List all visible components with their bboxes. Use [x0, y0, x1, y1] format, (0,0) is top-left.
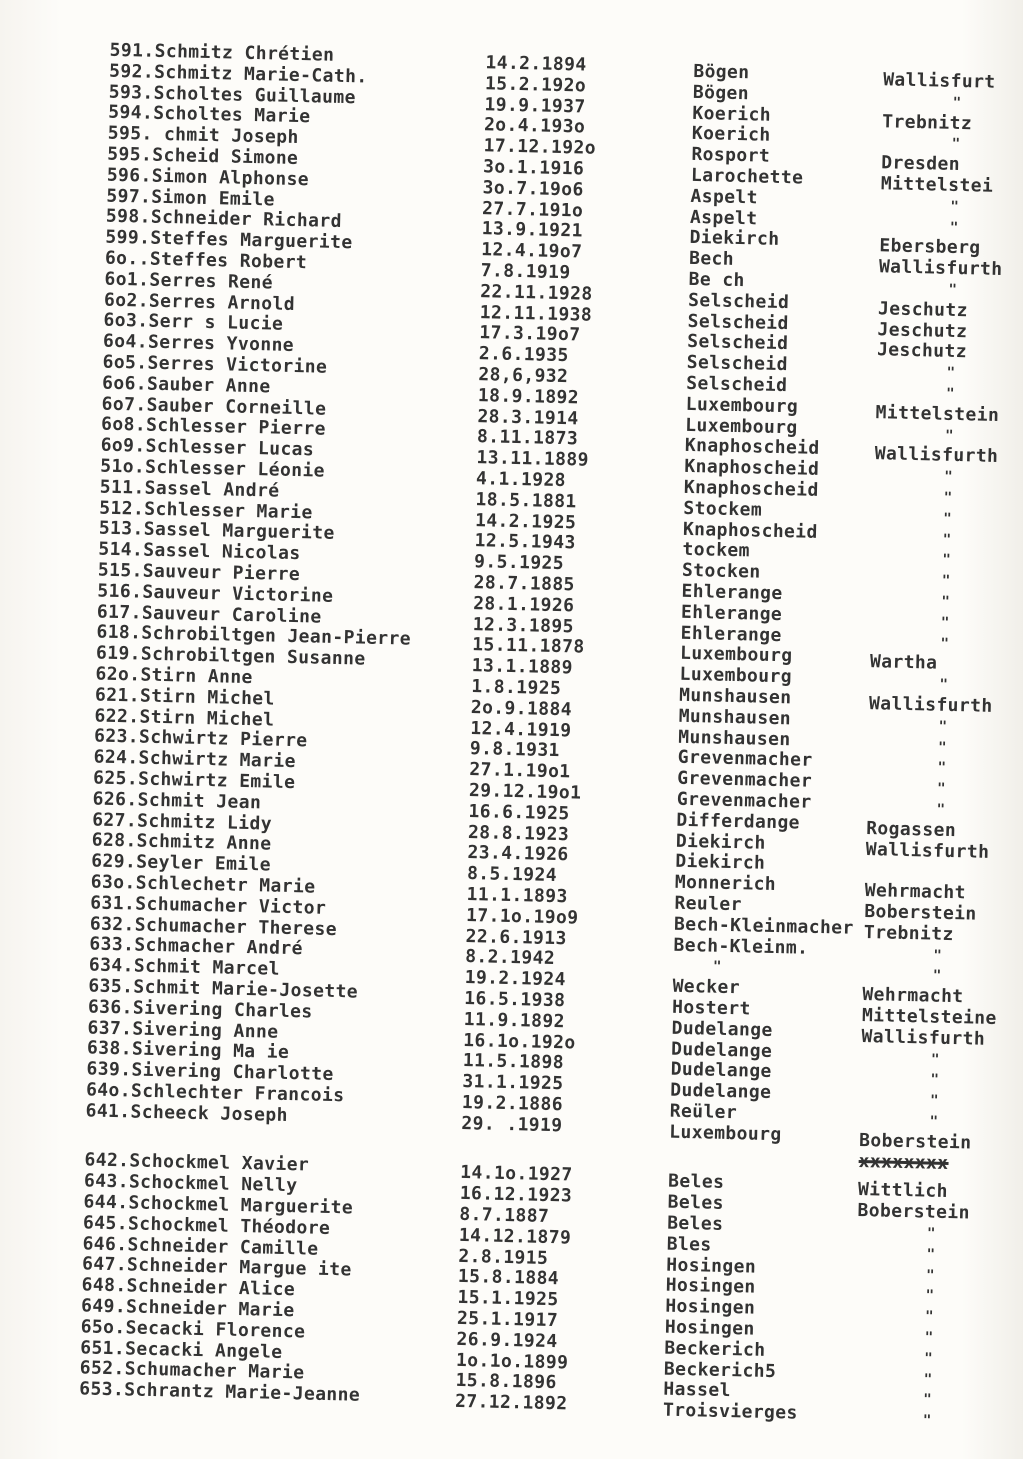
entry-birth-date: 8.2.1942: [464, 946, 556, 970]
entry-name: 634.Schmit Marcel: [88, 954, 281, 980]
entry-destination: ": [922, 1412, 932, 1429]
entry-birth-place: Grevenmacher: [677, 767, 813, 793]
entry-birth-date: 23.4.1926: [467, 842, 569, 866]
entry-birth-date: 18.5.1881: [475, 488, 577, 513]
entry-destination: ": [936, 780, 947, 798]
entry-birth-place: Beles: [666, 1212, 724, 1235]
entry-birth-date: 28.7.1885: [473, 572, 576, 596]
entry-destination: xxxxxxxx: [858, 1150, 949, 1174]
entry-birth-place: Beles: [667, 1191, 725, 1215]
entry-birth-date: 19.2.1886: [461, 1091, 564, 1116]
entry-destination: ": [930, 1051, 941, 1068]
entry-name: 618.Schrobiltgen Jean-Pierre: [96, 621, 412, 651]
entry-name: 511.Sassel André: [99, 476, 280, 502]
entry-name: 623.Schwirtz Pierre: [93, 725, 308, 752]
entry-birth-place: Diekirch: [675, 851, 766, 875]
entry-birth-date: 13.1.1889: [471, 655, 574, 679]
entry-destination: Wallisfurth: [861, 1025, 986, 1050]
entry-birth-place: Knaphoscheid: [684, 435, 820, 460]
entry-destination: ": [936, 801, 946, 818]
entry-birth-date: 11.5.1898: [462, 1050, 565, 1074]
entry-destination: ": [925, 1267, 936, 1284]
entry-birth-date: 12.3.1895: [472, 613, 575, 637]
entry-birth-date: 17.3.19o7: [479, 322, 581, 346]
entry-birth-place: Beles: [667, 1171, 725, 1194]
entry-destination: ": [925, 1287, 935, 1305]
entry-birth-date: 29.12.19o1: [468, 780, 582, 804]
entry-destination: Trebnitz: [863, 921, 954, 945]
entry-destination: Boberstein: [864, 901, 977, 925]
entry-birth-date: 2.6.1935: [478, 343, 569, 367]
entry-birth-date: 15.11.1878: [472, 634, 585, 659]
entry-birth-date: 15.2.192o: [484, 73, 587, 97]
entry-name: 6o3.Serr s Lucie: [103, 310, 284, 336]
entry-name: 651.Secacki Angele: [79, 1336, 283, 1363]
entry-name: 593.Scholtes Guillaume: [108, 81, 357, 108]
entry-name: 516.Sauveur Victorine: [97, 580, 334, 607]
entry-destination: Trebnitz: [882, 110, 973, 134]
entry-destination: ": [940, 614, 950, 631]
entry-birth-date: 27.7.191o: [481, 197, 584, 222]
entry-name: 515.Sauveur Pierre: [97, 559, 301, 586]
entry-birth-date: 14.2.1894: [485, 52, 587, 76]
entry-birth-place: Selscheid: [687, 289, 790, 313]
entry-birth-place: Stockem: [683, 497, 763, 521]
entry-name: 594.Scholtes Marie: [108, 102, 311, 128]
entry-birth-date: 13.11.1889: [476, 447, 590, 471]
entry-birth-place: Hostert: [671, 996, 751, 1020]
entry-birth-date: 22.11.1928: [480, 280, 593, 305]
entry-destination: ": [949, 219, 959, 236]
entry-birth-date: 17.12.192o: [483, 135, 597, 159]
entry-birth-place: Hassel: [663, 1378, 732, 1402]
entry-name: 6o6.Sauber Anne: [101, 372, 271, 398]
entry-birth-date: 13.9.1921: [481, 218, 584, 242]
entry-birth-place: Beckerich: [664, 1337, 766, 1361]
entry-destination: ": [929, 1092, 940, 1109]
entry-destination: ": [951, 136, 961, 153]
entry-birth-date: 12.4.1919: [470, 717, 572, 741]
entry-birth-place: Monnerich: [674, 871, 777, 896]
entry-destination: Wallisfurth: [865, 838, 990, 863]
entry-birth-date: 15.8.1896: [455, 1370, 557, 1394]
entry-destination: ": [924, 1308, 935, 1325]
entry-destination: ": [943, 489, 953, 506]
entry-birth-place: Dudelange: [670, 1059, 773, 1083]
entry-birth-date: 2o.4.193o: [483, 114, 586, 138]
entry-name: 598.Schneider Richard: [105, 206, 343, 233]
entry-name: 6o4.Serres Yvonne: [102, 330, 295, 357]
entry-name: 619.Schrobiltgen Susanne: [95, 642, 366, 670]
entry-destination: Wehrmacht: [862, 984, 964, 1008]
entry-birth-date: 11.1.1893: [466, 884, 568, 908]
entry-birth-place: Ehlerange: [680, 622, 782, 646]
entry-destination: ": [942, 531, 952, 548]
entry-name: 595. chmit Joseph: [107, 122, 299, 149]
entry-destination: ": [923, 1371, 933, 1388]
entry-birth-place: Aspelt: [689, 206, 758, 230]
entry-name: 617.Sauveur Caroline: [96, 601, 322, 628]
entry-name: 6o8.Schlesser Pierre: [100, 413, 327, 441]
entry-destination: ": [942, 552, 952, 569]
entry-name: 6o1.Serres René: [104, 268, 274, 294]
entry-destination: ": [926, 1225, 937, 1242]
entry-name: 649.Schneider Marie: [80, 1295, 295, 1322]
entry-destination: ": [926, 1246, 936, 1263]
entry-destination: Jeschutz: [877, 297, 969, 322]
entry-destination: Wartha: [869, 651, 938, 675]
entry-birth-place: Dudelange: [671, 1017, 773, 1041]
entry-birth-place: Luxembourg: [679, 643, 793, 667]
entry-birth-date: 16.1o.192o: [463, 1029, 576, 1054]
entry-birth-place: Diekirch: [675, 830, 766, 854]
entry-birth-date: 16.5.1938: [464, 987, 566, 1012]
entry-name: 621.Stirn Michel: [94, 684, 276, 710]
entry-destination: ": [952, 94, 962, 111]
entry-name: 625.Schwirtz Emile: [92, 767, 296, 794]
entry-birth-place: Dudelange: [669, 1079, 772, 1104]
entry-birth-date: 15.8.1884: [457, 1266, 560, 1290]
entry-name: 513.Sassel Marguerite: [98, 517, 335, 545]
entry-birth-date: 18.9.1892: [477, 384, 580, 409]
entry-birth-date: 12.4.19o7: [480, 239, 583, 263]
entry-birth-place: Hosingen: [666, 1254, 757, 1278]
entry-birth-place: Luxembourg: [685, 393, 799, 418]
entry-name: 6o2.Serres Arnold: [103, 289, 296, 315]
entry-birth-place: Differdange: [676, 809, 801, 834]
entry-birth-date: 2o.9.1884: [470, 696, 573, 721]
entry-birth-date: 17.1o.19o9: [465, 904, 579, 929]
entry-destination: ": [924, 1350, 934, 1367]
entry-name: 64o.Schlechter Francois: [85, 1079, 345, 1107]
entry-birth-date: 3o.7.19o6: [482, 176, 584, 201]
entry-destination: Wittlich: [857, 1179, 949, 1203]
entry-birth-date: 19.2.1924: [464, 967, 567, 991]
entry-birth-place: Koerich: [691, 123, 771, 147]
entry-destination: Wallisfurt: [882, 69, 996, 93]
entry-birth-place: Munshausen: [677, 726, 791, 750]
entry-birth-place: Beckerich5: [663, 1358, 777, 1382]
entry-destination: Mittelsteine: [861, 1005, 998, 1030]
entry-destination: ": [937, 760, 947, 777]
entry-birth-date: 28.1.1926: [472, 592, 575, 617]
entry-name: 6o9.Schlesser Lucas: [100, 434, 315, 461]
entry-birth-place: Grevenmacher: [676, 788, 812, 813]
entry-destination: ": [930, 1071, 940, 1089]
entry-birth-place: Dudelange: [670, 1038, 773, 1062]
entry-birth-place: Wecker: [672, 975, 741, 999]
entry-birth-place: Hosingen: [665, 1275, 756, 1299]
entry-birth-date: 14.1o.1927: [460, 1162, 573, 1186]
entry-birth-place: Selscheid: [686, 352, 789, 376]
entry-name: 637.Sivering Anne: [87, 1017, 279, 1043]
entry-birth-date: 28,6,932: [478, 364, 569, 388]
entry-birth-place: Selscheid: [686, 372, 788, 397]
entry-birth-place: Bögen: [693, 60, 750, 84]
entry-name: 631.Schumacher Victor: [90, 892, 327, 919]
entry-birth-place: Reuler: [674, 892, 743, 916]
entry-destination: Jeschutz: [876, 339, 968, 363]
entry-birth-date: 31.1.1925: [462, 1071, 564, 1095]
entry-birth-date: 27.1.19o1: [469, 759, 571, 783]
entry-name: 591.Schmitz Chrétien: [109, 39, 335, 66]
entry-name: 624.Schwirtz Marie: [93, 746, 297, 773]
entry-name: 629.Seyler Emile: [91, 850, 272, 876]
entry-destination: Ebersberg: [879, 235, 981, 259]
entry-birth-place: Hosingen: [665, 1295, 756, 1319]
entry-birth-date: 11.9.1892: [463, 1008, 566, 1033]
entry-birth-place: Bech-Kleinm.: [673, 934, 809, 959]
entry-birth-date: 27.12.1892: [454, 1391, 568, 1415]
entry-destination: ": [944, 427, 955, 444]
entry-destination: ": [933, 947, 943, 964]
entry-birth-date: 28.3.1914: [477, 405, 579, 430]
entry-birth-place: Hosingen: [664, 1316, 755, 1340]
entry-birth-place: Knaphoscheid: [683, 476, 819, 501]
entry-birth-date: 8.11.1873: [476, 426, 579, 450]
entry-name: 51o.Schlesser Léonie: [99, 455, 326, 482]
entry-name: 63o.Schlechetr Marie: [90, 871, 316, 898]
entry-name: 592.Schmitz Marie-Cath.: [108, 60, 368, 88]
entry-destination: ": [946, 364, 956, 382]
entry-destination: Mittelstein: [875, 401, 1000, 426]
entry-name: 639.Sivering Charlotte: [86, 1058, 334, 1086]
entry-name: 647.Schneider Margue ite: [81, 1253, 352, 1281]
entry-name: 6o..Steffes Robert: [104, 247, 308, 274]
entry-destination: Wehrmacht: [864, 880, 967, 904]
entry-birth-place: Selscheid: [686, 331, 789, 355]
entry-name: 652.Schumacher Marie: [79, 1357, 305, 1384]
entry-birth-place: tockem: [682, 539, 751, 562]
entry-destination: ": [941, 572, 951, 590]
entry-destination: ": [944, 468, 954, 486]
entry-birth-date: 8.7.1887: [459, 1203, 550, 1227]
entry-birth-place: Bech-Kleinmacher: [673, 913, 854, 939]
entry-birth-date: 9.8.1931: [469, 738, 561, 762]
entry-birth-place: Munshausen: [678, 705, 792, 730]
entry-destination: ": [943, 510, 953, 527]
entry-birth-date: 28.8.1923: [467, 821, 570, 845]
entry-destination: Dresden: [881, 152, 961, 176]
entry-name: 596.Simon Alphonse: [106, 164, 310, 191]
entry-birth-place: Troisvierges: [662, 1399, 798, 1424]
entry-name: 641.Scheeck Joseph: [85, 1100, 289, 1126]
entry-birth-place: ": [712, 959, 723, 976]
entry-birth-place: Munshausen: [678, 684, 792, 709]
entry-birth-place: Luxembourg: [669, 1121, 782, 1146]
entry-birth-date: 25.1.1917: [456, 1307, 559, 1332]
entry-name: 622.Stirn Michel: [94, 705, 275, 731]
entry-birth-place: Diekirch: [689, 227, 780, 251]
entry-name: 636.Sivering Charles: [87, 996, 313, 1023]
entry-destination: ": [924, 1329, 934, 1346]
entry-birth-date: 2.8.1915: [458, 1245, 549, 1269]
entry-name: 65o.Secacki Florence: [80, 1316, 306, 1343]
entry-birth-place: Bögen: [692, 81, 750, 105]
entry-birth-place: Koerich: [692, 102, 772, 126]
entry-birth-place: Ehlerange: [681, 580, 783, 605]
entry-name: 6o5.Serres Victorine: [102, 351, 328, 378]
entry-name: 643.Schockmel Nelly: [83, 1170, 298, 1197]
entry-birth-date: 8.5.1924: [466, 863, 558, 887]
entry-birth-place: Rosport: [691, 144, 771, 167]
entry-name: 648.Schneider Alice: [81, 1274, 296, 1301]
entry-destination: ": [941, 593, 951, 610]
entry-birth-place: Luxembourg: [685, 414, 798, 438]
entry-destination: Wallisfurth: [878, 256, 1003, 281]
entry-birth-place: Ehlerange: [680, 601, 783, 625]
entry-destination: ": [923, 1391, 933, 1409]
entry-birth-place: Selscheid: [687, 310, 790, 334]
entry-birth-place: Aspelt: [690, 185, 759, 209]
entry-name: 632.Schumacher Therese: [89, 913, 338, 940]
entry-birth-date: 19.9.1937: [484, 93, 586, 118]
entry-name: 653.Schrantz Marie-Jeanne: [79, 1378, 361, 1406]
entry-birth-date: 15.1.1925: [457, 1287, 559, 1311]
entry-name: 628.Schmitz Anne: [91, 829, 272, 855]
entry-birth-date: 4.1.1928: [475, 468, 567, 492]
entry-destination: ": [937, 739, 948, 756]
entry-birth-date: 22.6.1913: [465, 925, 568, 949]
entry-name: 645.Schockmel Théodore: [82, 1212, 331, 1239]
entry-birth-date: 12.5.1943: [474, 530, 576, 554]
entry-birth-date: 9.5.1925: [473, 551, 565, 575]
entry-birth-place: Grevenmacher: [677, 747, 813, 772]
entry-birth-date: 29. .1919: [461, 1112, 563, 1137]
entry-destination: Wallisfurth: [874, 443, 999, 468]
entry-birth-date: 7.8.1919: [480, 260, 571, 284]
entry-name: 633.Schmacher André: [89, 933, 304, 960]
entry-birth-place: Be ch: [688, 268, 746, 292]
entry-name: 635.Schmit Marie-Josette: [88, 975, 359, 1003]
entry-name: 512.Schlesser Marie: [99, 497, 313, 524]
entry-name: 595.Scheid Simone: [107, 143, 299, 169]
entry-birth-place: Larochette: [690, 164, 804, 189]
entry-birth-date: 16.6.1925: [468, 800, 570, 825]
entry-birth-date: 26.9.1924: [456, 1328, 558, 1352]
entry-destination: Jeschutz: [877, 318, 968, 342]
entry-destination: ": [950, 198, 960, 215]
entry-destination: ": [929, 1113, 939, 1130]
entry-name: 642.Schockmel Xavier: [84, 1149, 310, 1176]
entry-birth-date: 12.11.1938: [479, 301, 593, 326]
entry-birth-place: Stocken: [681, 560, 761, 583]
entry-name: 646.Schneider Camille: [82, 1232, 319, 1260]
entry-destination: ": [939, 676, 949, 694]
entry-name: 626.Schmit Jean: [92, 788, 262, 814]
entry-destination: Mittelstei: [880, 173, 994, 197]
entry-birth-date: 3o.1.1916: [482, 156, 585, 180]
entry-birth-place: Knaphoscheid: [684, 456, 820, 481]
entry-name: 599.Steffes Marguerite: [105, 226, 353, 254]
entry-birth-date: 14.12.1879: [458, 1224, 572, 1249]
entry-name: 644.Schockmel Marguerite: [83, 1191, 354, 1219]
entry-name: 6o7.Sauber Corneille: [101, 393, 327, 420]
entry-name: 62o.Stirn Anne: [95, 663, 254, 689]
entry-birth-date: 16.12.1923: [459, 1183, 573, 1207]
entry-name: 638.Sivering Ma ie: [86, 1037, 290, 1064]
entry-destination: ": [932, 968, 942, 985]
entry-birth-place: Knaphoscheid: [682, 518, 818, 543]
entry-name: 627.Schmitz Lidy: [91, 809, 273, 835]
entry-destination: Boberstein: [857, 1200, 971, 1224]
entry-destination: Rogassen: [865, 817, 957, 841]
entry-name: 514.Sassel Nicolas: [98, 538, 301, 565]
entry-name: 597.Simon Emile: [106, 185, 276, 211]
entry-destination: Wallisfurth: [868, 693, 993, 717]
entry-birth-date: 14.2.1925: [474, 509, 577, 533]
entry-birth-date: 1o.1o.1899: [455, 1349, 569, 1374]
entry-birth-place: Bles: [666, 1233, 712, 1256]
entry-destination: ": [948, 281, 958, 298]
entry-birth-place: Bech: [688, 248, 735, 271]
entry-destination: ": [940, 635, 950, 652]
entry-destination: ": [938, 718, 948, 735]
entry-birth-place: Luxembourg: [679, 663, 793, 688]
entry-birth-place: Reüler: [669, 1100, 738, 1124]
entry-destination: ": [945, 385, 956, 402]
entry-birth-date: 1.8.1925: [471, 676, 562, 700]
entry-destination: Boberstein: [858, 1129, 972, 1154]
